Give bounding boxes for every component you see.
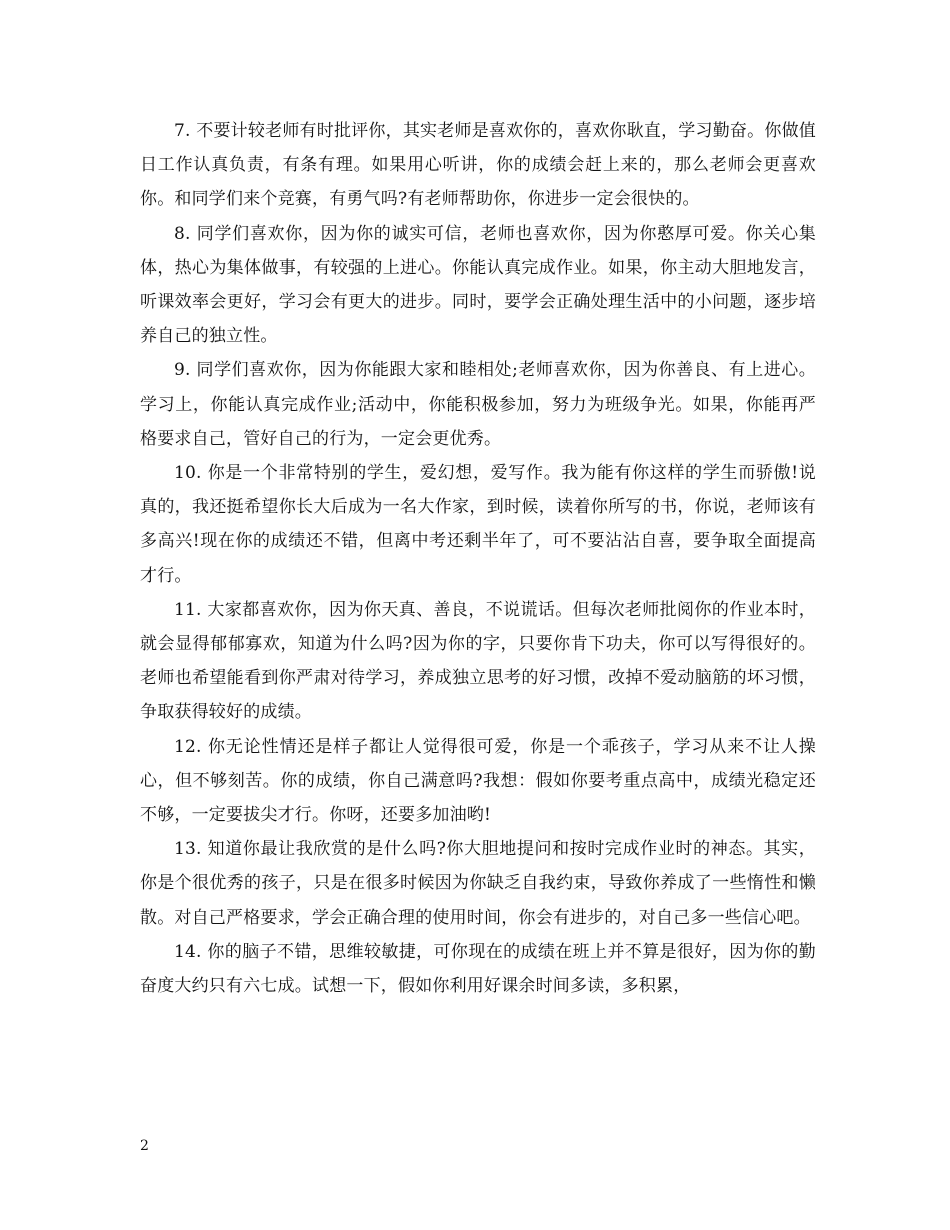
comment-paragraph-13: 13. 知道你最让我欣赏的是什么吗?你大胆地提问和按时完成作业时的神态。其实，你是个很优秀的孩子，只是在很多时候因为你缺乏自我约束，导致你养成了一些惰性和懒散。对自己严格要求，学会正确合理的使用时间，你会有进步的，对自己多一些信心吧。 — [140, 839, 816, 928]
comment-paragraph-10: 10. 你是一个非常特别的学生，爱幻想，爱写作。我为能有你这样的学生而骄傲!说真的，我还挺希望你长大后成为一名大作家，到时候，读着你所写的书，你说，老师该有多高兴!现在你的成绩还不错，但离中考还剩半年了，可不要沾沾自喜，要争取全面提高才行。 — [140, 463, 816, 586]
comment-paragraph-14: 14. 你的脑子不错，思维较敏捷，可你现在的成绩在班上并不算是很好，因为你的勤奋度大约只有六七成。试想一下，假如你利用好课余时间多读，多积累， — [140, 941, 816, 997]
comment-paragraph-7: 7. 不要计较老师有时批评你，其实老师是喜欢你的，喜欢你耿直，学习勤奋。你做值日工作认真负责，有条有理。如果用心听讲，你的成绩会赶上来的，那么老师会更喜欢你。和同学们来个竞赛，有勇气吗?有老师帮助你，你进步一定会很快的。 — [140, 121, 816, 210]
comment-paragraph-8: 8. 同学们喜欢你，因为你的诚实可信，老师也喜欢你，因为你憨厚可爱。你关心集体，热心为集体做事，有较强的上进心。你能认真完成作业。如果，你主动大胆地发言，听课效率会更好，学习会有更大的进步。同时，要学会正确处理生活中的小问题，逐步培养自己的独立性。 — [140, 223, 816, 347]
comment-paragraph-11: 11. 大家都喜欢你，因为你天真、善良，不说谎话。但每次老师批阅你的作业本时，就会显得郁郁寡欢，知道为什么吗?因为你的字，只要你肯下功夫，你可以写得很好的。老师也希望能看到你严肃对待学习，养成独立思考的好习惯，改掉不爱动脑筋的坏习惯，争取获得较好的成绩。 — [140, 599, 816, 723]
comment-paragraph-12: 12. 你无论性情还是样子都让人觉得很可爱，你是一个乖孩子，学习从来不让人操心，但不够刻苦。你的成绩，你自己满意吗?我想：假如你要考重点高中，成绩光稳定还不够，一定要拔尖才行。你呀，还要多加油哟! — [140, 736, 816, 826]
document-body — [140, 114, 816, 1003]
page-number: 2 — [140, 1138, 149, 1154]
comment-paragraph-9: 9. 同学们喜欢你，因为你能跟大家和睦相处;老师喜欢你，因为你善良、有上进心。学习上，你能认真完成作业;活动中，你能积极参加，努力为班级争光。如果，你能再严格要求自己，管好自己的行为，一定会更优秀。 — [140, 360, 816, 449]
